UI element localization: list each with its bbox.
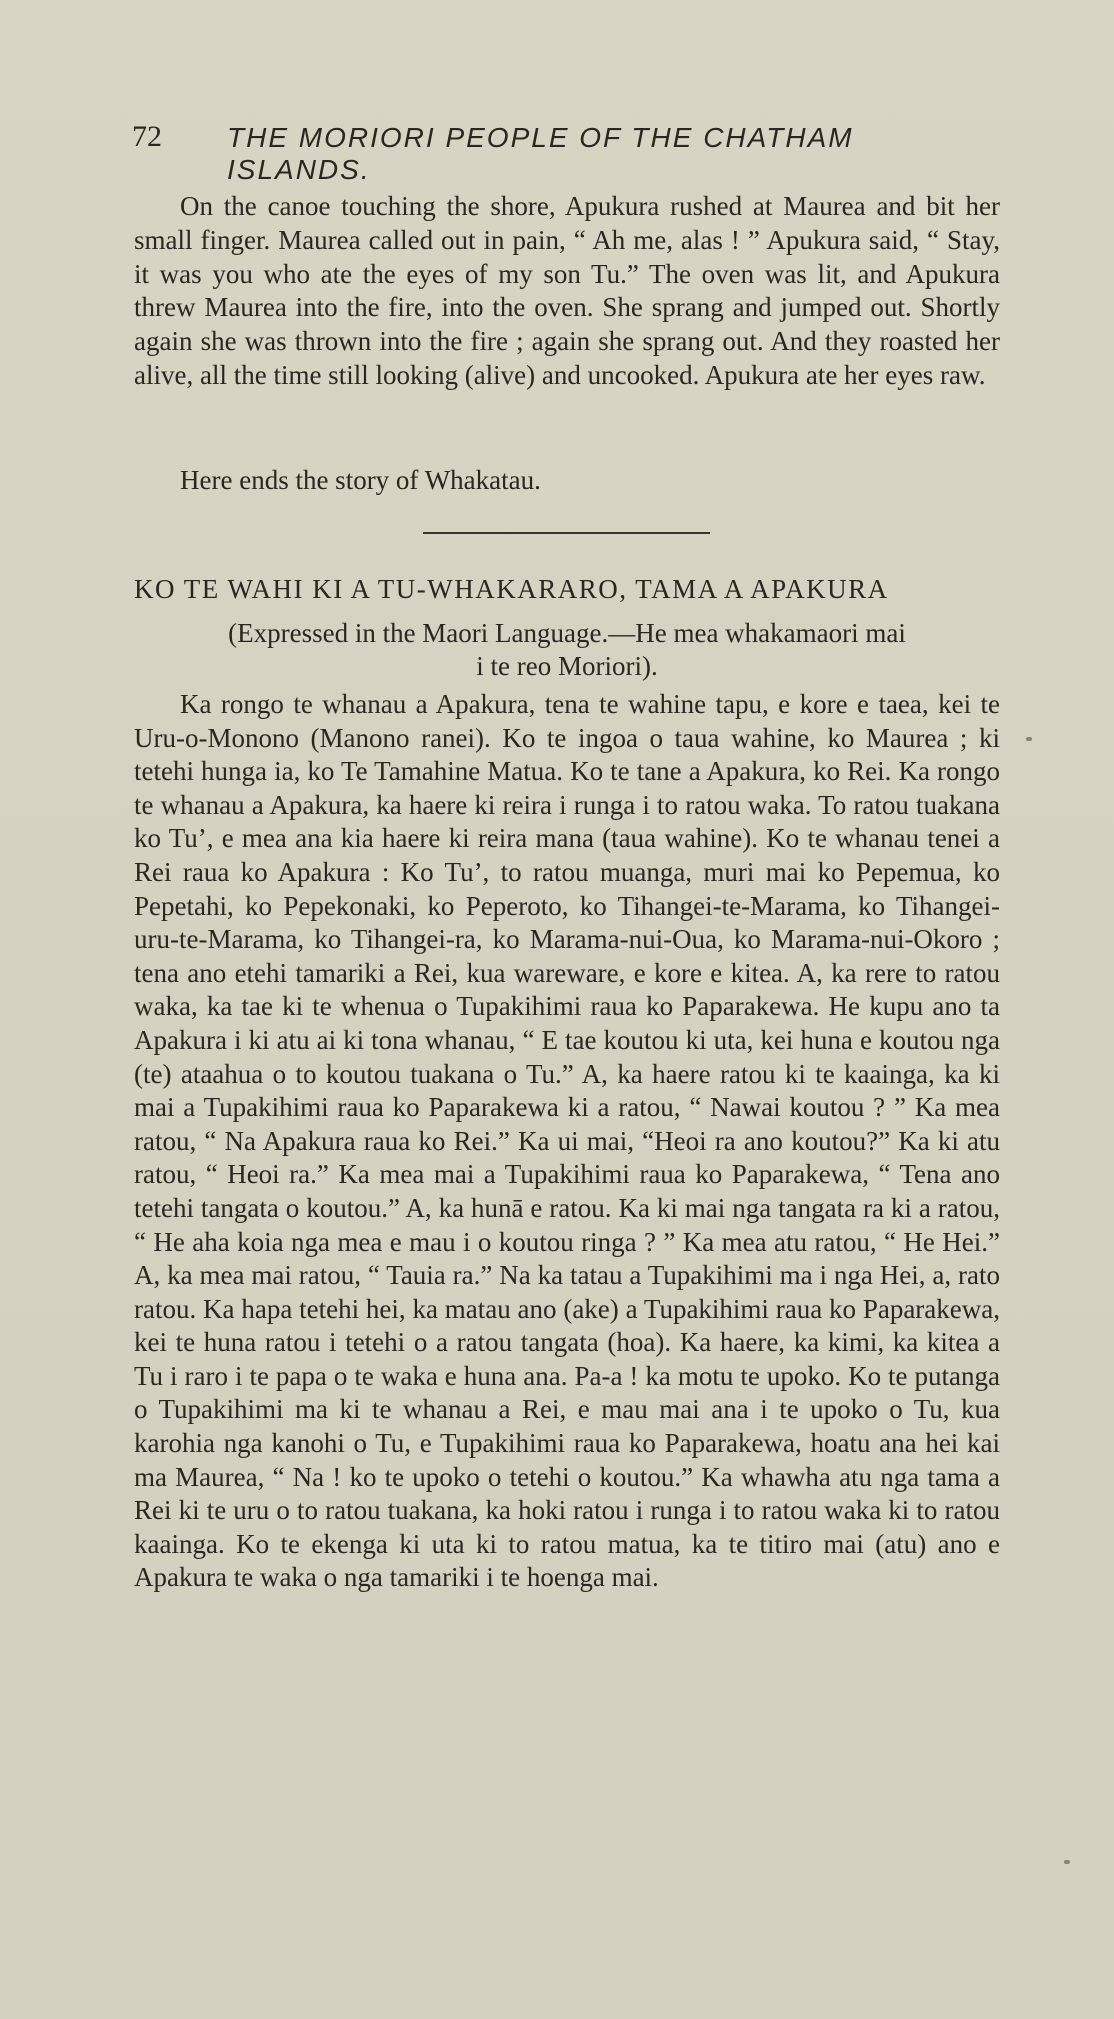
section-subheading: [134, 617, 1000, 683]
paragraph: Ka rongo te whanau a Apakura, tena te wahine tapu, e kore e taea, kei te Uru-o-Monono (Manono ranei). Ko te ingoa o taua wahine, ko Maurea ; ki tetehi hunga ia, ko Te Tamahine Matua. Ko te tane a Apakura, ko Rei. Ka rongo te whanau a Apakura, ka haere ki reira i runga i to ratou waka. To ratou tuakana ko Tu’, e mea ana kia haere ki reira mana (taua wahine). Ko te whanau tenei a Rei raua ko Apakura : Ko Tu’, to ratou muanga, muri mai ko Pepemua, ko Pepetahi, ko Pepekonaki, ko Peperoto, ko Tihangei-te-Marama, ko Tihangei-uru-te-Marama, ko Tihangei-ra, ko Marama-nui-Oua, ko Marama-nui-Okoro ; tena ano etehi tamariki a Rei, kua wareware, e kore e kitea. A, ka rere to ratou waka, ka tae ki te whenua o Tupakihimi raua ko Paparakewa. He kupu ano ta Apakura i ki atu ai ki tona whanau, “ E tae koutou ki uta, kei huna e koutou nga (te) ataahua o to koutou tuakana o Tu.” A, ka haere ratou ki te kaainga, ka ki mai a Tupakihimi raua ko Paparakewa ki a ratou, “ Nawai koutou ? ” Ka mea ratou, “ Na Apakura raua ko Rei.” Ka ui mai, “Heoi ra ano koutou?” Ka ki atu ratou, “ Heoi ra.” Ka mea mai a Tupakihimi raua ko Paparakewa, “ Tena ano tetehi tangata o koutou.” A, ka hunā e ratou. Ka ki mai nga tangata ra ki a ratou, “ He aha koia nga mea e mau i o koutou ringa ? ” Ka mea atu ratou, “ He Hei.” A, ka mea mai ratou, “ Tauia ra.” Na ka tatau a Tupakihimi ma i nga Hei, a, rato ratou. Ka hapa tetehi hei, ka matau ano (ake) a Tupakihimi raua ko Paparakewa, kei te huna ratou i tetehi o a ratou tangata (hoa). Ka haere, ka kimi, ka kitea a Tu i raro i te papa o te waka e huna ana. Pa-a ! ka motu te upoko. Ko te putanga o Tupakihimi ma ki te whanau a Rei, e mau mai ana i te upoko o Tu, kua karohia nga kanohi o Tu, e Tupakihimi raua ko Paparakewa, hoatu ana hei kai ma Maurea, “ Na ! ko te upoko o tetehi o koutou.” Ka whawha atu nga tama a Rei ki te uru o to ratou tuakana, ka hoki ratou i runga i to ratou waka ki to ratou kaainga. Ko te ekenga ki uta ki to ratou matua, ka te titiro mai (atu) ano e Apakura te waka o nga tamariki i te hoenga mai.: [134, 689, 1000, 1593]
story-end-note: [134, 464, 1000, 498]
page-speck: [1064, 1860, 1070, 1864]
subheading-line: (Expressed in the Maori Language.—He mea whakamaori mai: [228, 618, 906, 648]
page-number: 72: [132, 120, 162, 153]
section-heading: KO TE WAHI KI A TU-WHAKARARO, TAMA A APAKURA: [134, 574, 889, 604]
paragraph: On the canoe touching the shore, Apukura rushed at Maurea and bit her small finger. Maurea called out in pain, “ Ah me, alas ! ” Apukura said, “ Stay, it was you who ate the eyes of my son Tu.” The oven was lit, and Apukura threw Maurea into the fire, into the oven. She sprang and jumped out. Shortly again she was thrown into the fire ; again she sprang out. And they roasted her alive, all the time still looking (alive) and uncooked. Apukura ate her eyes raw.: [134, 191, 1000, 390]
running-title: THE MORIORI PEOPLE OF THE CHATHAM ISLANDS.: [227, 122, 854, 185]
subheading-line: i te reo Moriori).: [476, 651, 658, 681]
section-divider: [423, 532, 710, 534]
story-ending-text: [134, 190, 1000, 393]
page-header: [132, 120, 972, 185]
paragraph: Here ends the story of Whakatau.: [180, 465, 541, 495]
maori-text-body: [134, 688, 1000, 1595]
page-speck: [1026, 737, 1032, 741]
